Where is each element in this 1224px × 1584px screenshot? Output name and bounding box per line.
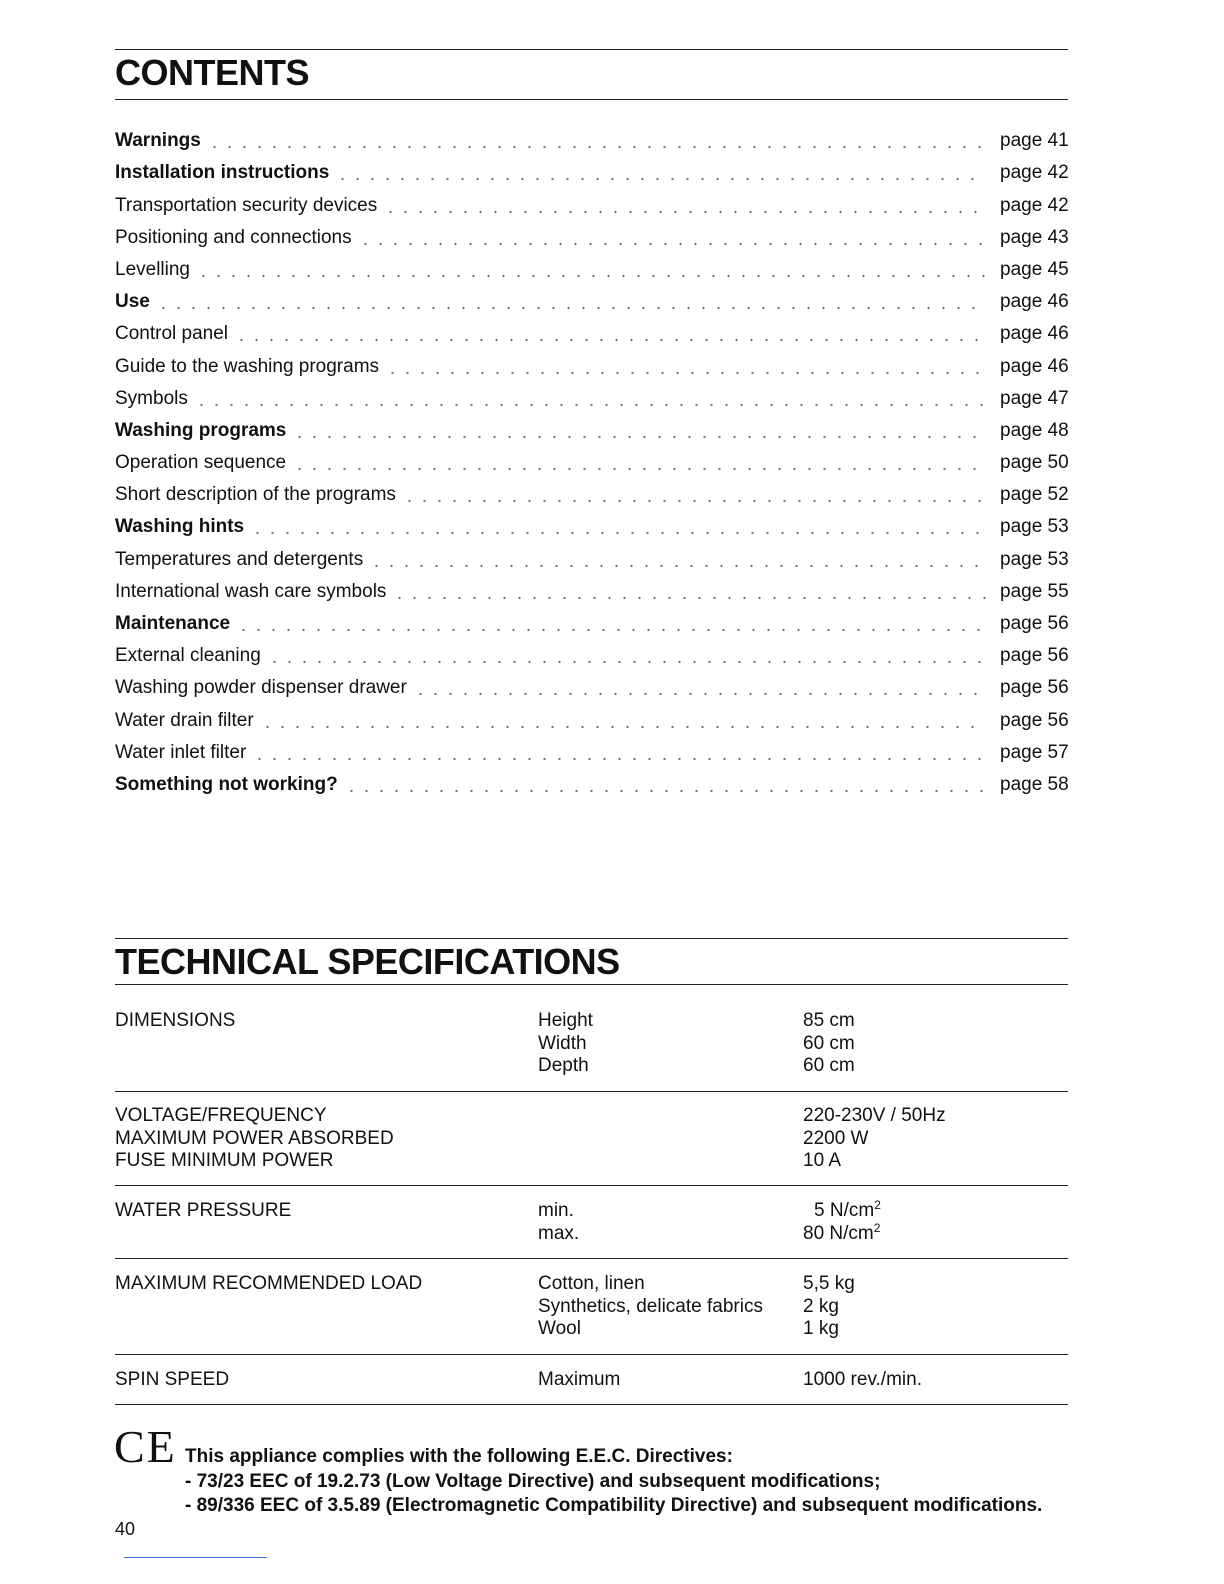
spec-label: VOLTAGE/FREQUENCY: [115, 1105, 327, 1126]
specs-top-rule: [115, 938, 1068, 939]
spec-name: Maximum: [538, 1369, 621, 1390]
spec-divider: [115, 1185, 1068, 1186]
toc-entry-page: page 42: [1000, 162, 1069, 184]
toc-dot-leader: [207, 127, 986, 149]
toc-entry-page: page 46: [1000, 323, 1069, 345]
toc-dot-leader: [250, 513, 986, 535]
toc-dot-leader: [335, 159, 986, 181]
spec-value: 5,5 kg: [803, 1273, 855, 1294]
toc-entry: [115, 538, 1068, 570]
toc-entry-label: Operation sequence: [115, 452, 287, 474]
spec-values: [803, 1200, 881, 1245]
spec-value: 220-230V / 50Hz: [803, 1105, 946, 1126]
compliance-heading: This appliance complies with the following E.E.C. Directives:: [185, 1446, 733, 1467]
specs-bottom-rule: [115, 984, 1068, 985]
toc-entry: [115, 474, 1068, 506]
compliance-line: - 73/23 EEC of 19.2.73 (Low Voltage Directive) and subsequent modifications;: [185, 1471, 881, 1492]
toc-entry: [115, 217, 1068, 249]
toc-entry-label: Washing programs: [115, 419, 287, 441]
spec-name: Height: [538, 1010, 593, 1031]
toc-entry-page: page 53: [1000, 516, 1069, 538]
toc-entry-page: page 46: [1000, 291, 1069, 313]
toc-entry: [115, 410, 1068, 442]
toc-dot-leader: [292, 449, 986, 471]
spec-value: 60 cm: [803, 1055, 855, 1077]
toc-dot-leader: [267, 642, 986, 664]
toc-entry-page: page 42: [1000, 194, 1069, 216]
toc-entry-label: Positioning and connections: [115, 226, 352, 248]
spec-name: Wool: [538, 1318, 581, 1340]
toc-entry-label: Installation instructions: [115, 162, 330, 184]
compliance-line: - 89/336 EEC of 3.5.89 (Electromagnetic Compatibility Directive) and subsequent modifications.: [185, 1495, 1043, 1516]
toc-entry-label: Temperatures and detergents: [115, 548, 364, 570]
toc-entry-label: Something not working?: [115, 773, 338, 795]
toc-entry-label: Guide to the washing programs: [115, 355, 380, 377]
toc-entry: [115, 506, 1068, 538]
toc-entry-label: Washing powder dispenser drawer: [115, 677, 407, 699]
toc-entry: [115, 571, 1068, 603]
spec-value: 80 $N/cm^2$: [803, 1220, 881, 1244]
spec-value: 85 cm: [803, 1010, 855, 1031]
spec-label: MAXIMUM POWER ABSORBED: [115, 1127, 394, 1149]
toc-dot-leader: [369, 546, 986, 568]
toc-entry: [115, 184, 1068, 216]
toc-entry: [115, 732, 1068, 764]
spec-name: Cotton, linen: [538, 1273, 645, 1294]
toc-entry: [115, 603, 1068, 635]
spec-divider: [115, 1091, 1068, 1092]
spec-labels: [115, 1105, 394, 1173]
toc-entry: [115, 345, 1068, 377]
toc-entry-label: Levelling: [115, 258, 190, 280]
toc-entry: [115, 442, 1068, 474]
toc-entry-label: Washing hints: [115, 516, 245, 538]
toc-entry-page: page 50: [1000, 452, 1069, 474]
toc-dot-leader: [234, 320, 986, 342]
toc-entry-page: page 56: [1000, 677, 1069, 699]
toc-entry: [115, 281, 1068, 313]
toc-entry-label: External cleaning: [115, 645, 261, 667]
toc-entry: [115, 764, 1068, 796]
toc-dot-leader: [194, 385, 986, 407]
spec-label: WATER PRESSURE: [115, 1200, 292, 1221]
toc-entry: [115, 667, 1068, 699]
contents-top-rule: [115, 49, 1068, 50]
ce-mark-logo: CE: [114, 1421, 177, 1472]
toc-entry-label: Transportation security devices: [115, 194, 378, 216]
toc-dot-leader: [413, 674, 986, 696]
toc-entry-label: International wash care symbols: [115, 580, 387, 602]
toc-entry: [115, 699, 1068, 731]
spec-divider: [115, 1258, 1068, 1259]
toc-dot-leader: [292, 417, 986, 439]
toc-entry: [115, 152, 1068, 184]
toc-entry-label: Warnings: [115, 130, 201, 152]
toc-entry-page: page 41: [1000, 130, 1069, 152]
toc-entry-label: Water drain filter: [115, 709, 254, 731]
toc-entry: [115, 249, 1068, 281]
spec-name: Synthetics, delicate fabrics: [538, 1295, 763, 1317]
spec-value: 2200 W: [803, 1127, 869, 1149]
spec-divider: [115, 1404, 1068, 1405]
spec-name: max.: [538, 1222, 580, 1244]
spec-values: [803, 1105, 946, 1173]
toc-entry-page: page 43: [1000, 226, 1069, 248]
spec-names: [538, 1010, 593, 1078]
toc-entry: [115, 120, 1068, 152]
toc-dot-leader: [236, 610, 986, 632]
toc-entry-page: page 47: [1000, 387, 1069, 409]
contents-bottom-rule: [115, 99, 1068, 100]
spec-divider: [115, 1354, 1068, 1355]
spec-name: min.: [538, 1200, 574, 1221]
toc-entry-label: Symbols: [115, 387, 188, 409]
spec-label: SPIN SPEED: [115, 1369, 230, 1390]
toc-entry-label: Water inlet filter: [115, 741, 247, 763]
spec-names: [538, 1200, 579, 1245]
toc-dot-leader: [392, 578, 986, 600]
toc-dot-leader: [196, 256, 986, 278]
superscript: 2: [874, 1198, 881, 1212]
toc-dot-leader: [383, 192, 986, 214]
table-of-contents: [115, 120, 1068, 796]
toc-dot-leader: [156, 288, 986, 310]
toc-entry-page: page 55: [1000, 580, 1069, 602]
specs-title: TECHNICAL SPECIFICATIONS: [115, 941, 620, 982]
toc-entry: [115, 378, 1068, 410]
toc-dot-leader: [260, 707, 986, 729]
toc-dot-leader: [402, 481, 986, 503]
spec-name: Width: [538, 1032, 587, 1054]
toc-entry: [115, 313, 1068, 345]
toc-entry-page: page 56: [1000, 709, 1069, 731]
spec-names: [538, 1273, 763, 1341]
spec-label: MAXIMUM RECOMMENDED LOAD: [115, 1273, 423, 1294]
toc-entry-label: Maintenance: [115, 613, 231, 634]
spec-value: 1 kg: [803, 1318, 839, 1340]
toc-dot-leader: [252, 739, 986, 761]
superscript: 2: [873, 1220, 881, 1235]
spec-values: [803, 1273, 855, 1341]
spec-value: 5 $N/cm^2$: [814, 1198, 881, 1221]
toc-dot-leader: [344, 771, 986, 793]
spec-name: Depth: [538, 1055, 589, 1077]
spec-value: 2 kg: [803, 1295, 839, 1317]
bottom-link-underline: [124, 1557, 267, 1558]
toc-entry-label: Short description of the programs: [115, 484, 396, 506]
spec-values: [803, 1010, 855, 1078]
contents-title: CONTENTS: [115, 52, 309, 93]
toc-entry-page: page 46: [1000, 355, 1069, 377]
page-number: 40: [115, 1519, 136, 1539]
toc-entry-page: page 56: [1000, 613, 1069, 634]
toc-entry-page: page 53: [1000, 548, 1069, 570]
toc-entry-label: Use: [115, 291, 150, 313]
toc-entry-page: page 45: [1000, 258, 1069, 280]
toc-dot-leader: [358, 224, 986, 246]
spec-value: 1000 rev./min.: [803, 1369, 922, 1390]
toc-entry: [115, 635, 1068, 667]
toc-entry-page: page 56: [1000, 645, 1069, 667]
toc-entry-page: page 58: [1000, 773, 1069, 795]
spec-label: DIMENSIONS: [115, 1010, 236, 1031]
toc-dot-leader: [385, 353, 986, 375]
spec-value: 10 A: [803, 1150, 842, 1172]
spec-value: 60 cm: [803, 1032, 855, 1054]
toc-entry-label: Control panel: [115, 323, 229, 345]
toc-entry-page: page 48: [1000, 419, 1069, 441]
toc-entry-page: page 57: [1000, 741, 1069, 763]
toc-entry-page: page 52: [1000, 484, 1069, 506]
spec-label: FUSE MINIMUM POWER: [115, 1150, 334, 1172]
